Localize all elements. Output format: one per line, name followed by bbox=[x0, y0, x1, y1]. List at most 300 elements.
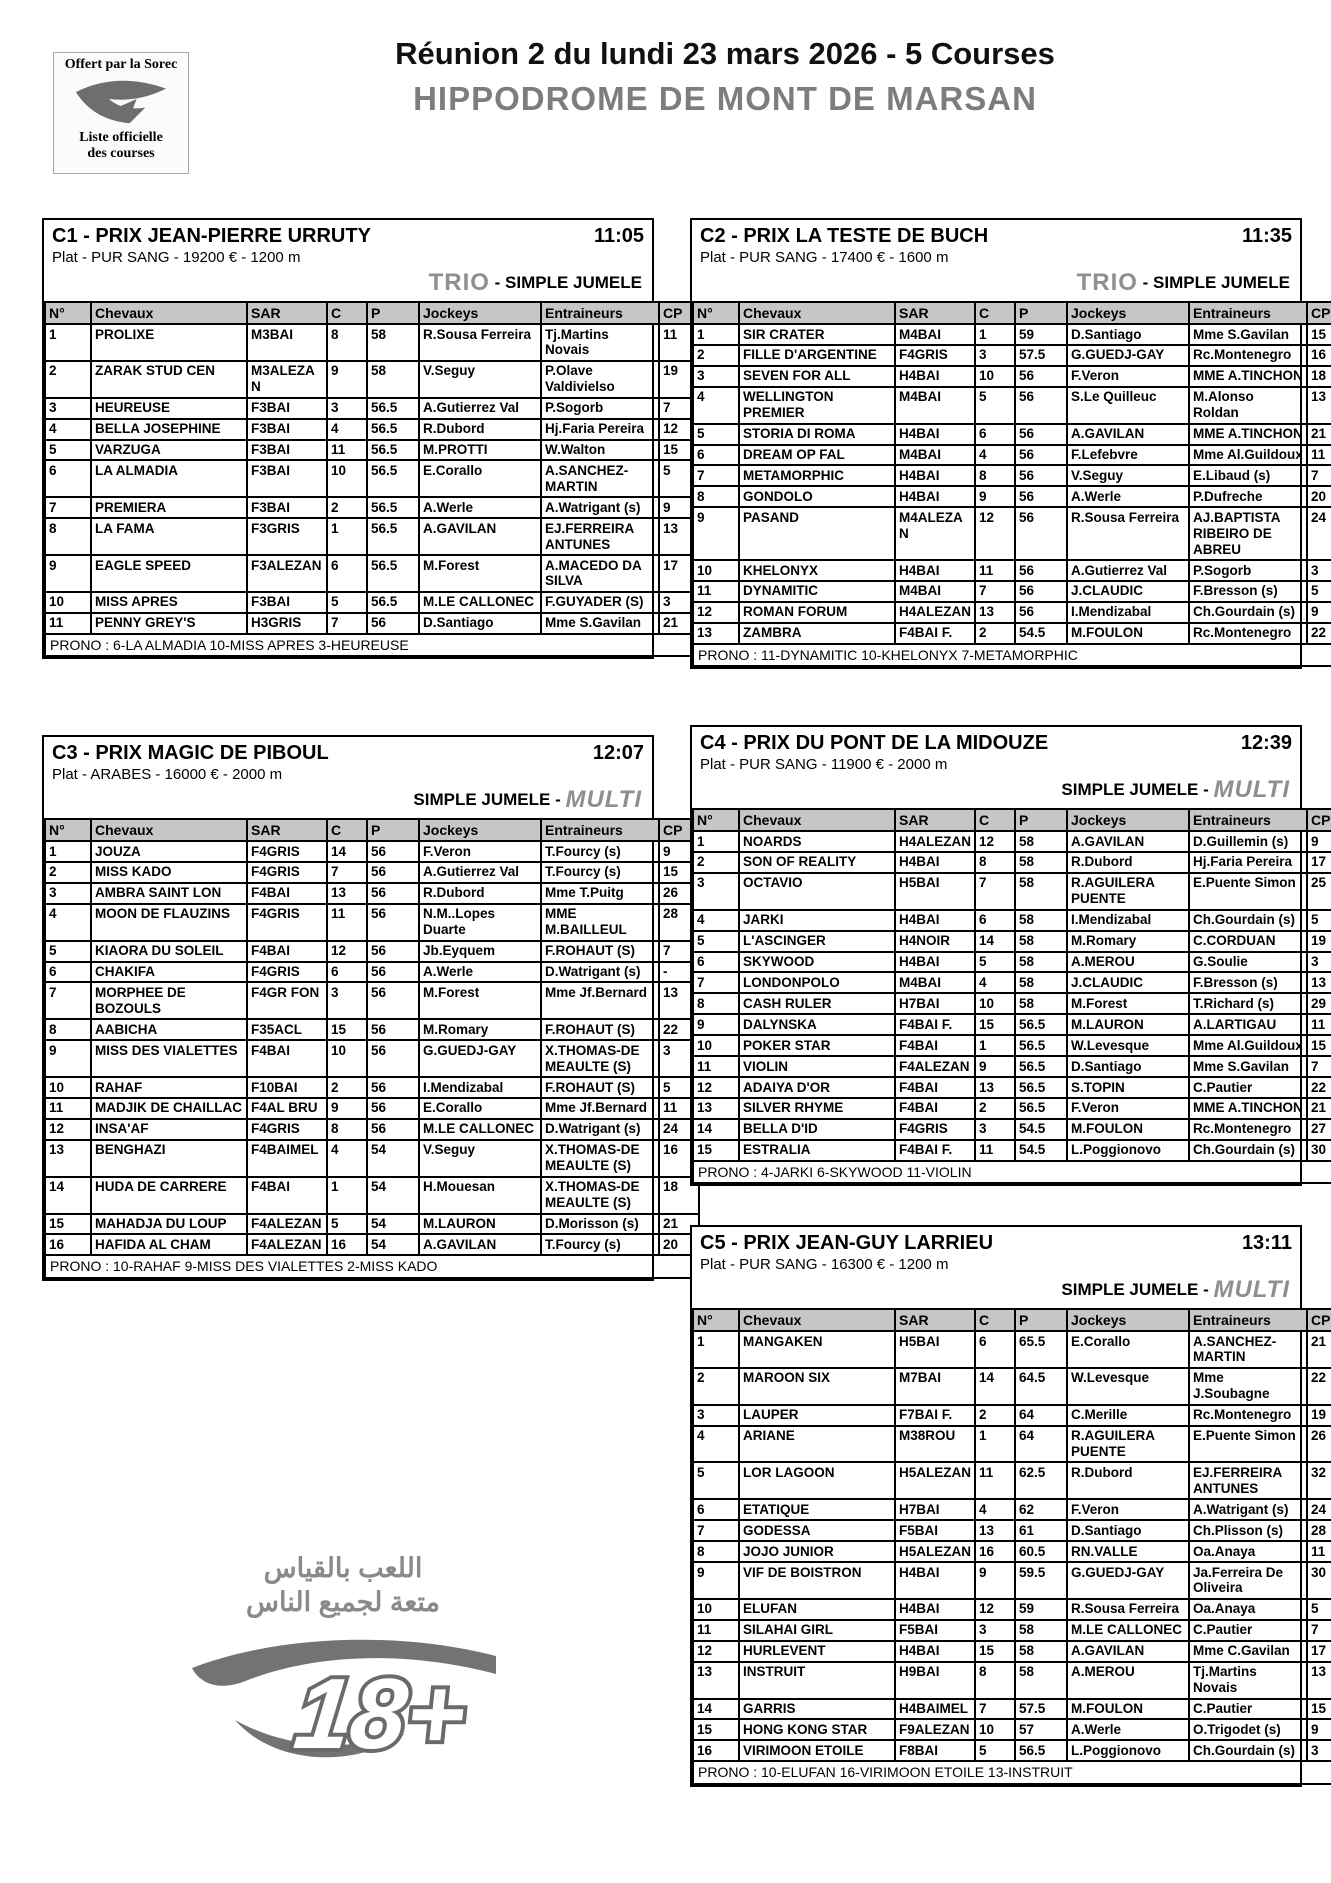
number-cell: 9 bbox=[45, 555, 91, 592]
horse-name-cell: SKYWOOD bbox=[739, 952, 895, 973]
jockey-cell: A.Werle bbox=[1067, 486, 1189, 507]
poids-cell: 58 bbox=[1015, 972, 1067, 993]
poids-cell: 54 bbox=[367, 1214, 419, 1235]
column-header-trainer: Entraineurs bbox=[541, 302, 659, 324]
cp-cell: - bbox=[659, 962, 699, 983]
jockey-cell: S.Le Quilleuc bbox=[1067, 387, 1189, 424]
bet-types-line bbox=[52, 269, 644, 297]
number-cell: 7 bbox=[693, 972, 739, 993]
horse-row bbox=[45, 555, 699, 592]
sorec-horse-logo-icon bbox=[66, 73, 176, 125]
horse-row bbox=[693, 1056, 1331, 1077]
cp-cell: 7 bbox=[1307, 1056, 1331, 1077]
jockey-cell: F.Veron bbox=[419, 841, 541, 862]
jockey-cell: R.Dubord bbox=[1067, 1462, 1189, 1499]
sar-cell: F4GRIS bbox=[247, 1119, 327, 1140]
jockey-cell: V.Seguy bbox=[419, 1140, 541, 1177]
number-cell: 11 bbox=[693, 1056, 739, 1077]
jockey-cell: M.FOULON bbox=[1067, 623, 1189, 644]
poids-cell: 56.5 bbox=[367, 440, 419, 461]
sar-cell: F4BAI bbox=[895, 1035, 975, 1056]
horse-row bbox=[693, 1641, 1331, 1662]
horse-row bbox=[693, 1599, 1331, 1620]
corde-cell: 7 bbox=[327, 862, 367, 883]
prono-row bbox=[693, 644, 1331, 667]
horse-name-cell: HURLEVENT bbox=[739, 1641, 895, 1662]
trainer-cell: A.Watrigant (s) bbox=[1189, 1499, 1307, 1520]
jockey-cell: RN.VALLE bbox=[1067, 1541, 1189, 1562]
race-title: C1 - PRIX JEAN-PIERRE URRUTY bbox=[52, 225, 371, 247]
jockey-cell: A.GAVILAN bbox=[419, 518, 541, 555]
horse-row bbox=[693, 1014, 1331, 1035]
horse-row bbox=[693, 465, 1331, 486]
sar-cell: F4BAI bbox=[247, 883, 327, 904]
corde-cell: 11 bbox=[975, 1462, 1015, 1499]
cp-cell: 9 bbox=[1307, 831, 1331, 852]
number-cell: 2 bbox=[45, 862, 91, 883]
bet-plain-label: SIMPLE JUMELE - bbox=[1061, 1280, 1214, 1299]
corde-cell: 6 bbox=[975, 1331, 1015, 1368]
horse-name-cell: HONG KONG STAR bbox=[739, 1719, 895, 1740]
prono-text: PRONO : 10-RAHAF 9-MISS DES VIALETTES 2-MISS KADO bbox=[45, 1255, 699, 1278]
corde-cell: 6 bbox=[975, 424, 1015, 445]
horse-row bbox=[693, 1662, 1331, 1699]
poids-cell: 56 bbox=[1015, 560, 1067, 581]
sar-cell: M4ALEZAN bbox=[895, 507, 975, 560]
jockey-cell: R.AGUILERA PUENTE bbox=[1067, 873, 1189, 910]
horse-row bbox=[45, 398, 699, 419]
cp-cell: 29 bbox=[1307, 993, 1331, 1014]
horse-row bbox=[45, 862, 699, 883]
trainer-cell: Rc.Montenegro bbox=[1189, 623, 1307, 644]
number-cell: 1 bbox=[693, 1331, 739, 1368]
poids-cell: 56.5 bbox=[367, 460, 419, 497]
sar-cell: F4GRIS bbox=[247, 841, 327, 862]
horse-name-cell: VIRIMOON ETOILE bbox=[739, 1740, 895, 1761]
jockey-cell: A.MEROU bbox=[1067, 952, 1189, 973]
cp-cell: 21 bbox=[659, 1214, 699, 1235]
jockey-cell: G.GUEDJ-GAY bbox=[1067, 1562, 1189, 1599]
cp-cell: 17 bbox=[1307, 1641, 1331, 1662]
cp-cell: 9 bbox=[1307, 602, 1331, 623]
sar-cell: H3GRIS bbox=[247, 613, 327, 634]
cp-cell: 17 bbox=[1307, 852, 1331, 873]
horse-name-cell: STORIA DI ROMA bbox=[739, 424, 895, 445]
poids-cell: 56 bbox=[367, 613, 419, 634]
trainer-cell: D.Guillemin (s) bbox=[1189, 831, 1307, 852]
sar-cell: H5BAI bbox=[895, 873, 975, 910]
horse-name-cell: SEVEN FOR ALL bbox=[739, 366, 895, 387]
cp-cell: 11 bbox=[1307, 445, 1331, 466]
corde-cell: 13 bbox=[327, 883, 367, 904]
race-conditions: Plat - PUR SANG - 19200 € - 1200 m bbox=[52, 249, 301, 266]
trainer-cell: Ch.Plisson (s) bbox=[1189, 1520, 1307, 1541]
poids-cell: 58 bbox=[367, 324, 419, 361]
column-header-corde: C bbox=[975, 1309, 1015, 1331]
number-cell: 3 bbox=[693, 873, 739, 910]
horse-row bbox=[45, 1077, 699, 1098]
corde-cell: 5 bbox=[975, 387, 1015, 424]
arabic-slogan-line2: متعة لجميع الناس bbox=[246, 1586, 440, 1617]
poids-cell: 58 bbox=[1015, 931, 1067, 952]
trainer-cell: A.Watrigant (s) bbox=[541, 497, 659, 518]
jockey-cell: M.LAURON bbox=[419, 1214, 541, 1235]
horse-row bbox=[45, 518, 699, 555]
number-cell: 5 bbox=[45, 941, 91, 962]
trainer-cell: E.Libaud (s) bbox=[1189, 465, 1307, 486]
cp-cell: 3 bbox=[1307, 1740, 1331, 1761]
horse-name-cell: METAMORPHIC bbox=[739, 465, 895, 486]
corde-cell: 16 bbox=[975, 1541, 1015, 1562]
horse-name-cell: PENNY GREY'S bbox=[91, 613, 247, 634]
column-header-sar: SAR bbox=[895, 809, 975, 831]
cp-cell: 11 bbox=[659, 324, 699, 361]
prono-text: PRONO : 11-DYNAMITIC 10-KHELONYX 7-METAMORPHIC bbox=[693, 644, 1331, 667]
horse-row bbox=[45, 883, 699, 904]
cp-cell: 28 bbox=[1307, 1520, 1331, 1541]
horse-row bbox=[45, 982, 699, 1019]
poids-cell: 56 bbox=[367, 1019, 419, 1040]
trainer-cell: F.ROHAUT (S) bbox=[541, 1019, 659, 1040]
horse-name-cell: GODESSA bbox=[739, 1520, 895, 1541]
column-header-number: N° bbox=[693, 1309, 739, 1331]
bet-plain-label: - SIMPLE JUMELE bbox=[489, 273, 642, 292]
cp-cell: 18 bbox=[1307, 366, 1331, 387]
horse-row bbox=[693, 486, 1331, 507]
jockey-cell: M.Forest bbox=[419, 982, 541, 1019]
trainer-cell: Mme S.Gavilan bbox=[1189, 324, 1307, 345]
trainer-cell: P.Sogorb bbox=[541, 398, 659, 419]
horse-name-cell: OCTAVIO bbox=[739, 873, 895, 910]
sar-cell: F8BAI bbox=[895, 1740, 975, 1761]
number-cell: 11 bbox=[693, 1620, 739, 1641]
number-cell: 14 bbox=[693, 1699, 739, 1720]
column-header-corde: C bbox=[975, 302, 1015, 324]
trainer-cell: P.Dufreche bbox=[1189, 486, 1307, 507]
poids-cell: 58 bbox=[367, 361, 419, 398]
corde-cell: 12 bbox=[327, 941, 367, 962]
horse-row bbox=[693, 1035, 1331, 1056]
horse-row bbox=[693, 993, 1331, 1014]
column-header-number: N° bbox=[45, 819, 91, 841]
poids-cell: 56 bbox=[367, 982, 419, 1019]
cp-cell: 9 bbox=[659, 841, 699, 862]
sar-cell: F9ALEZAN bbox=[895, 1719, 975, 1740]
poids-cell: 56 bbox=[367, 904, 419, 941]
sorec-logo-caption-bottom bbox=[54, 130, 188, 162]
horse-name-cell: ESTRALIA bbox=[739, 1140, 895, 1161]
number-cell: 5 bbox=[693, 424, 739, 445]
jockey-cell: M.LAURON bbox=[1067, 1014, 1189, 1035]
cp-cell: 9 bbox=[659, 497, 699, 518]
jockey-cell: D.Santiago bbox=[1067, 324, 1189, 345]
sorec-caption-line1: Liste officielle bbox=[79, 130, 163, 145]
column-header-trainer: Entraineurs bbox=[1189, 809, 1307, 831]
jockey-cell: M.Forest bbox=[419, 555, 541, 592]
poids-cell: 56 bbox=[1015, 366, 1067, 387]
sar-cell: F3BAI bbox=[247, 460, 327, 497]
number-cell: 7 bbox=[693, 465, 739, 486]
poids-cell: 57.5 bbox=[1015, 1699, 1067, 1720]
poids-cell: 58 bbox=[1015, 993, 1067, 1014]
jockey-cell: R.Dubord bbox=[419, 419, 541, 440]
column-header-horse-name: Chevaux bbox=[91, 819, 247, 841]
number-cell: 3 bbox=[45, 883, 91, 904]
number-cell: 7 bbox=[693, 1520, 739, 1541]
sar-cell: F4BAI bbox=[247, 1177, 327, 1214]
horse-row bbox=[693, 1098, 1331, 1119]
horse-row bbox=[693, 910, 1331, 931]
sar-cell: H4ALEZAN bbox=[895, 831, 975, 852]
trainer-cell: Oa.Anaya bbox=[1189, 1599, 1307, 1620]
column-header-trainer: Entraineurs bbox=[1189, 1309, 1307, 1331]
number-cell: 10 bbox=[693, 560, 739, 581]
sar-cell: F4BAI F. bbox=[895, 1140, 975, 1161]
corde-cell: 13 bbox=[975, 1077, 1015, 1098]
poids-cell: 62 bbox=[1015, 1499, 1067, 1520]
horse-name-cell: RAHAF bbox=[91, 1077, 247, 1098]
horse-name-cell: HEUREUSE bbox=[91, 398, 247, 419]
jockey-cell: E.Corallo bbox=[419, 1098, 541, 1119]
horse-name-cell: ELUFAN bbox=[739, 1599, 895, 1620]
sorec-logo-box bbox=[53, 52, 189, 174]
poids-cell: 56 bbox=[1015, 445, 1067, 466]
number-cell: 2 bbox=[693, 345, 739, 366]
horse-name-cell: BENGHAZI bbox=[91, 1140, 247, 1177]
number-cell: 8 bbox=[693, 486, 739, 507]
jockey-cell: A.Werle bbox=[1067, 1719, 1189, 1740]
horse-name-cell: ZARAK STUD CEN bbox=[91, 361, 247, 398]
sorec-logo-caption-top: Offert par la Sorec bbox=[64, 57, 178, 72]
trainer-cell: Rc.Montenegro bbox=[1189, 1119, 1307, 1140]
sar-cell: F4GRIS bbox=[247, 862, 327, 883]
eighteen-plus-swoosh-icon bbox=[190, 1620, 500, 1780]
trainer-cell: Mme S.Gavilan bbox=[541, 613, 659, 634]
cp-cell: 21 bbox=[1307, 424, 1331, 445]
corde-cell: 1 bbox=[327, 518, 367, 555]
column-header-jockey: Jockeys bbox=[1067, 1309, 1189, 1331]
trainer-cell: T.Fourcy (s) bbox=[541, 1234, 659, 1255]
number-cell: 16 bbox=[45, 1234, 91, 1255]
number-cell: 4 bbox=[45, 419, 91, 440]
column-header-sar: SAR bbox=[895, 1309, 975, 1331]
corde-cell: 7 bbox=[975, 1699, 1015, 1720]
jockey-cell: A.MEROU bbox=[1067, 1662, 1189, 1699]
trainer-cell: F.ROHAUT (S) bbox=[541, 941, 659, 962]
sar-cell: H4BAI bbox=[895, 465, 975, 486]
bet-plain-label: - SIMPLE JUMELE bbox=[1137, 273, 1290, 292]
cp-cell: 20 bbox=[1307, 486, 1331, 507]
horse-name-cell: ADAIYA D'OR bbox=[739, 1077, 895, 1098]
cp-cell: 13 bbox=[659, 982, 699, 1019]
race-card-c2 bbox=[690, 218, 1331, 669]
column-header-sar: SAR bbox=[895, 302, 975, 324]
sorec-caption-line2: des courses bbox=[87, 146, 155, 162]
sar-cell: F3BAI bbox=[247, 592, 327, 613]
sar-cell: F4GRIS bbox=[895, 1119, 975, 1140]
jockey-cell: R.Sousa Ferreira bbox=[419, 324, 541, 361]
column-header-cp: CP bbox=[1307, 809, 1331, 831]
race-table bbox=[692, 301, 1331, 667]
number-cell: 1 bbox=[45, 324, 91, 361]
cp-cell: 11 bbox=[1307, 1541, 1331, 1562]
bet-types-line bbox=[700, 776, 1292, 804]
trainer-cell: F.Bresson (s) bbox=[1189, 972, 1307, 993]
column-header-poids: P bbox=[1015, 809, 1067, 831]
number-cell: 10 bbox=[45, 592, 91, 613]
sar-cell: H4BAI bbox=[895, 1599, 975, 1620]
bet-fancy-label: TRIO bbox=[1076, 269, 1138, 296]
number-cell: 2 bbox=[693, 1368, 739, 1405]
horse-row bbox=[693, 581, 1331, 602]
poids-cell: 64.5 bbox=[1015, 1368, 1067, 1405]
trainer-cell: Ch.Gourdain (s) bbox=[1189, 910, 1307, 931]
number-cell: 12 bbox=[693, 1641, 739, 1662]
number-cell: 3 bbox=[693, 366, 739, 387]
race-card-c3 bbox=[42, 735, 683, 1281]
bet-fancy-label: TRIO bbox=[428, 269, 490, 296]
eighteen-plus-text: 18+ bbox=[289, 1657, 471, 1770]
cp-cell: 28 bbox=[659, 904, 699, 941]
poids-cell: 56.5 bbox=[367, 518, 419, 555]
trainer-cell: E.Puente Simon bbox=[1189, 1426, 1307, 1463]
cp-cell: 26 bbox=[659, 883, 699, 904]
race-card-c4 bbox=[690, 725, 1331, 1186]
poids-cell: 59 bbox=[1015, 1599, 1067, 1620]
number-cell: 5 bbox=[693, 931, 739, 952]
number-cell: 2 bbox=[45, 361, 91, 398]
cp-cell: 13 bbox=[1307, 972, 1331, 993]
page-subtitle: HIPPODROME DE MONT DE MARSAN bbox=[413, 80, 1037, 117]
corde-cell: 4 bbox=[975, 1499, 1015, 1520]
number-cell: 3 bbox=[45, 398, 91, 419]
trainer-cell: MME A.TINCHON bbox=[1189, 424, 1307, 445]
horse-name-cell: DALYNSKA bbox=[739, 1014, 895, 1035]
jockey-cell: V.Seguy bbox=[1067, 465, 1189, 486]
number-cell: 15 bbox=[45, 1214, 91, 1235]
corde-cell: 8 bbox=[975, 465, 1015, 486]
poids-cell: 56 bbox=[367, 941, 419, 962]
horse-row bbox=[693, 1620, 1331, 1641]
jockey-cell: D.Santiago bbox=[419, 613, 541, 634]
corde-cell: 2 bbox=[327, 497, 367, 518]
trainer-cell: A.SANCHEZ-MARTIN bbox=[1189, 1331, 1307, 1368]
cp-cell: 3 bbox=[1307, 952, 1331, 973]
sar-cell: H4BAI bbox=[895, 1641, 975, 1662]
corde-cell: 7 bbox=[975, 873, 1015, 910]
sar-cell: F5BAI bbox=[895, 1520, 975, 1541]
horse-name-cell: ZAMBRA bbox=[739, 623, 895, 644]
number-cell: 10 bbox=[693, 1035, 739, 1056]
number-cell: 2 bbox=[693, 852, 739, 873]
table-header-row bbox=[45, 819, 699, 841]
trainer-cell: EJ.FERREIRA ANTUNES bbox=[1189, 1462, 1307, 1499]
horse-row bbox=[45, 1234, 699, 1255]
horse-name-cell: KIAORA DU SOLEIL bbox=[91, 941, 247, 962]
race-time: 12:07 bbox=[592, 742, 644, 764]
column-header-horse-name: Chevaux bbox=[739, 809, 895, 831]
column-header-jockey: Jockeys bbox=[419, 302, 541, 324]
horse-row bbox=[45, 1140, 699, 1177]
play-responsibly-18plus-logo bbox=[190, 1552, 500, 1792]
number-cell: 9 bbox=[693, 507, 739, 560]
horse-name-cell: VIF DE BOISTRON bbox=[739, 1562, 895, 1599]
arabic-slogan-line1: اللعب بالقياس bbox=[263, 1553, 423, 1583]
corde-cell: 9 bbox=[327, 1098, 367, 1119]
sar-cell: F3BAI bbox=[247, 440, 327, 461]
trainer-cell: O.Trigodet (s) bbox=[1189, 1719, 1307, 1740]
bet-fancy-label: MULTI bbox=[1213, 776, 1290, 803]
corde-cell: 6 bbox=[327, 555, 367, 592]
horse-name-cell: HUDA DE CARRERE bbox=[91, 1177, 247, 1214]
column-header-sar: SAR bbox=[247, 819, 327, 841]
column-header-jockey: Jockeys bbox=[1067, 302, 1189, 324]
horse-name-cell: PREMIERA bbox=[91, 497, 247, 518]
corde-cell: 12 bbox=[975, 507, 1015, 560]
bet-plain-label: SIMPLE JUMELE - bbox=[413, 790, 566, 809]
column-header-sar: SAR bbox=[247, 302, 327, 324]
number-cell: 15 bbox=[693, 1140, 739, 1161]
horse-name-cell: AMBRA SAINT LON bbox=[91, 883, 247, 904]
page-header bbox=[200, 36, 1250, 118]
corde-cell: 13 bbox=[975, 602, 1015, 623]
horse-row bbox=[693, 560, 1331, 581]
number-cell: 6 bbox=[693, 952, 739, 973]
jockey-cell: H.Mouesan bbox=[419, 1177, 541, 1214]
trainer-cell: M.Alonso Roldan bbox=[1189, 387, 1307, 424]
race-time: 13:11 bbox=[1241, 1232, 1292, 1254]
number-cell: 16 bbox=[693, 1740, 739, 1761]
column-header-corde: C bbox=[975, 809, 1015, 831]
poids-cell: 56 bbox=[367, 883, 419, 904]
cp-cell: 17 bbox=[659, 555, 699, 592]
corde-cell: 5 bbox=[975, 1740, 1015, 1761]
jockey-cell: A.GAVILAN bbox=[1067, 831, 1189, 852]
race-conditions: Plat - PUR SANG - 17400 € - 1600 m bbox=[700, 249, 949, 266]
horse-row bbox=[693, 1699, 1331, 1720]
horse-row bbox=[45, 1119, 699, 1140]
poids-cell: 56 bbox=[1015, 581, 1067, 602]
horse-name-cell: ARIANE bbox=[739, 1426, 895, 1463]
jockey-cell: G.GUEDJ-GAY bbox=[419, 1040, 541, 1077]
horse-row bbox=[693, 952, 1331, 973]
horse-row bbox=[45, 962, 699, 983]
cp-cell: 21 bbox=[1307, 1098, 1331, 1119]
horse-name-cell: CASH RULER bbox=[739, 993, 895, 1014]
number-cell: 9 bbox=[45, 1040, 91, 1077]
sar-cell: H5BAI bbox=[895, 1331, 975, 1368]
poids-cell: 56 bbox=[1015, 602, 1067, 623]
trainer-cell: T.Fourcy (s) bbox=[541, 862, 659, 883]
number-cell: 11 bbox=[45, 1098, 91, 1119]
horse-name-cell: MISS KADO bbox=[91, 862, 247, 883]
sar-cell: F4ALEZAN bbox=[247, 1214, 327, 1235]
jockey-cell: W.Levesque bbox=[1067, 1368, 1189, 1405]
corde-cell: 14 bbox=[975, 1368, 1015, 1405]
corde-cell: 5 bbox=[327, 1214, 367, 1235]
jockey-cell: R.Sousa Ferreira bbox=[1067, 1599, 1189, 1620]
race-table bbox=[44, 818, 700, 1279]
cp-cell: 27 bbox=[1307, 1119, 1331, 1140]
horse-row bbox=[693, 1740, 1331, 1761]
poids-cell: 62.5 bbox=[1015, 1462, 1067, 1499]
horse-name-cell: MISS DES VIALETTES bbox=[91, 1040, 247, 1077]
horse-row bbox=[45, 941, 699, 962]
corde-cell: 4 bbox=[975, 445, 1015, 466]
jockey-cell: I.Mendizabal bbox=[1067, 910, 1189, 931]
cp-cell: 25 bbox=[1307, 873, 1331, 910]
cp-cell: 19 bbox=[1307, 1405, 1331, 1426]
